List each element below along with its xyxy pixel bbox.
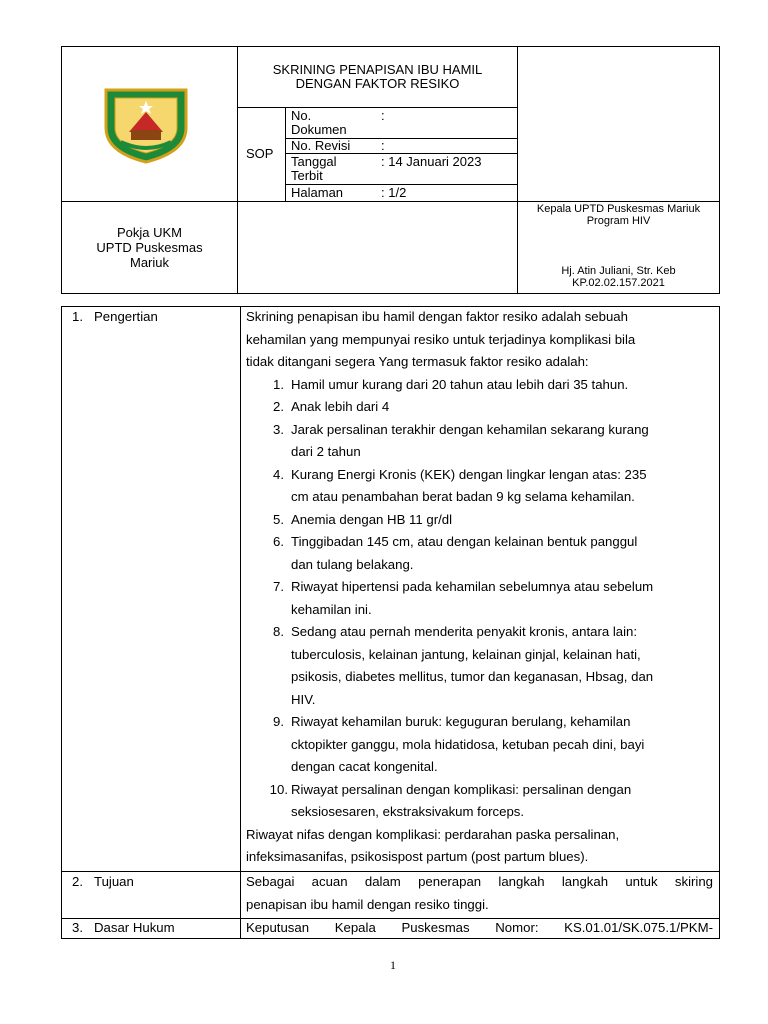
list-item-number: 8. xyxy=(273,624,284,639)
tujuan-word: dalam xyxy=(364,874,401,889)
section-label-tujuan: Tujuan xyxy=(94,874,134,889)
tujuan-word: Sebagai xyxy=(246,874,295,889)
meta-no-dokumen-value: : xyxy=(381,108,385,123)
dasar-hukum-line1 xyxy=(246,917,713,940)
meta-halaman-value: : 1/2 xyxy=(381,185,407,200)
list-item-line: Hamil umur kurang dari 20 tahun atau lebih dari 35 tahun. xyxy=(291,376,629,392)
section-label-pengertian: Pengertian xyxy=(94,309,158,324)
list-item-number: 7. xyxy=(273,579,284,594)
meta-no-revisi-value: : xyxy=(381,138,385,153)
list-item-line: Anemia dengan HB 11 gr/dl xyxy=(291,511,453,527)
list-item-line: tuberculosis, kelainan jantung, kelainan ginjal, kelainan hati, xyxy=(291,646,641,662)
meta-tanggal-label2: Terbit xyxy=(291,168,323,183)
dasar-hukum-word: Kepala xyxy=(334,920,376,935)
list-item-line: Jarak persalinan terakhir dengan kehamilan sekarang kurang xyxy=(291,421,649,437)
list-item-line: Riwayat persalinan dengan komplikasi: persalinan dengan xyxy=(291,781,632,797)
org-line2: UPTD Puskesmas xyxy=(96,240,203,255)
doc-title-line1: SKRINING PENAPISAN IBU HAMIL xyxy=(272,62,483,77)
doc-title-line2: DENGAN FAKTOR RESIKO xyxy=(295,76,460,91)
signer-name: Hj. Atin Juliani, Str. Keb xyxy=(561,265,676,277)
section-number-3: 3. xyxy=(72,920,83,935)
page-number: 1 xyxy=(390,958,396,972)
tujuan-word: langkah xyxy=(498,874,545,889)
logo xyxy=(103,84,189,164)
list-item-line: Riwayat hipertensi pada kehamilan sebelumnya atau sebelum xyxy=(291,579,654,594)
meta-halaman-label: Halaman xyxy=(291,185,344,200)
list-item-number: 4. xyxy=(273,466,284,482)
list-item-number: 1. xyxy=(273,376,284,392)
meta-no-dokumen-label2: Dokumen xyxy=(291,122,347,137)
list-item-line: Tinggibadan 145 cm, atau dengan kelainan bentuk panggul xyxy=(291,534,638,549)
list-item-number: 5. xyxy=(273,511,284,527)
tujuan-line1 xyxy=(246,871,713,894)
pengertian-outro-line: infeksimasanifas, psikosispost partum (post partum blues). xyxy=(246,849,589,864)
list-item-line: Anak lebih dari 4 xyxy=(291,399,390,414)
dasar-hukum-word: Nomor: xyxy=(495,920,539,935)
list-item-line: dari 2 tahun xyxy=(291,444,361,459)
signer-title1: Kepala UPTD Puskesmas Mariuk xyxy=(536,203,701,215)
dasar-hukum-word: KS.01.01/SK.075.1/PKM- xyxy=(564,920,713,935)
list-item-number: 6. xyxy=(273,534,284,549)
pengertian-intro-line: kehamilan yang mempunyai resiko untuk terjadinya komplikasi bila xyxy=(246,331,636,347)
list-item-line: cktopikter ganggu, mola hidatidosa, ketuban pecah dini, bayi xyxy=(291,736,645,752)
signer-nip: KP.02.02.157.2021 xyxy=(572,277,665,289)
tujuan-word: skiring xyxy=(674,874,713,889)
list-item-line: psikosis, diabetes mellitus, tumor dan keganasan, Hbsag, dan xyxy=(291,669,654,684)
tujuan-word: penerapan xyxy=(418,874,482,889)
dasar-hukum-word: Puskesmas xyxy=(401,920,470,935)
dasar-hukum-word: Keputusan xyxy=(246,920,310,935)
list-item-number: 2. xyxy=(273,399,284,414)
tujuan-word: acuan xyxy=(311,874,348,889)
pengertian-outro-line: Riwayat nifas dengan komplikasi: perdarahan paska persalinan, xyxy=(246,826,620,842)
list-item-line: kehamilan ini. xyxy=(291,601,372,617)
list-item-line: dengan cacat kongenital. xyxy=(291,759,438,774)
tujuan-word: langkah xyxy=(561,874,609,889)
list-item-number: 10. xyxy=(269,781,288,797)
list-item-number: 9. xyxy=(273,714,284,729)
list-item-line: Kurang Energi Kronis (KEK) dengan lingkar lengan atas: 235 xyxy=(291,466,647,482)
list-item-line: dan tulang belakang. xyxy=(291,556,414,572)
meta-tanggal-label1: Tanggal xyxy=(291,154,337,169)
sop-label: SOP xyxy=(246,146,274,161)
org-line3: Mariuk xyxy=(129,255,169,270)
list-item-line: Riwayat kehamilan buruk: keguguran berulang, kehamilan xyxy=(291,714,631,729)
signer-title2: Program HIV xyxy=(586,215,651,227)
list-item-line: HIV. xyxy=(291,691,316,707)
list-item-line: cm atau penambahan berat badan 9 kg selama kehamilan. xyxy=(291,489,635,504)
meta-tanggal-value: : 14 Januari 2023 xyxy=(381,154,482,169)
tujuan-word: untuk xyxy=(625,874,658,889)
pengertian-intro-line: Skrining penapisan ibu hamil dengan faktor resiko adalah sebuah xyxy=(246,309,628,324)
tujuan-line2: penapisan ibu hamil dengan resiko tinggi. xyxy=(246,897,489,912)
section-number-1: 1. xyxy=(72,309,83,324)
section-label-dasar-hukum: Dasar Hukum xyxy=(94,920,175,935)
meta-no-dokumen-label1: No. xyxy=(291,108,312,123)
list-item-line: Sedang atau pernah menderita penyakit kronis, antara lain: xyxy=(291,624,638,639)
meta-no-revisi-label: No. Revisi xyxy=(291,138,351,153)
pengertian-intro-line: tidak ditangani segera Yang termasuk faktor resiko adalah: xyxy=(246,354,589,369)
org-line1: Pokja UKM xyxy=(116,225,183,240)
list-item-line: seksiosesaren, ekstraksivakum forceps. xyxy=(291,804,525,819)
section-number-2: 2. xyxy=(72,874,83,889)
list-item-number: 3. xyxy=(273,421,284,437)
